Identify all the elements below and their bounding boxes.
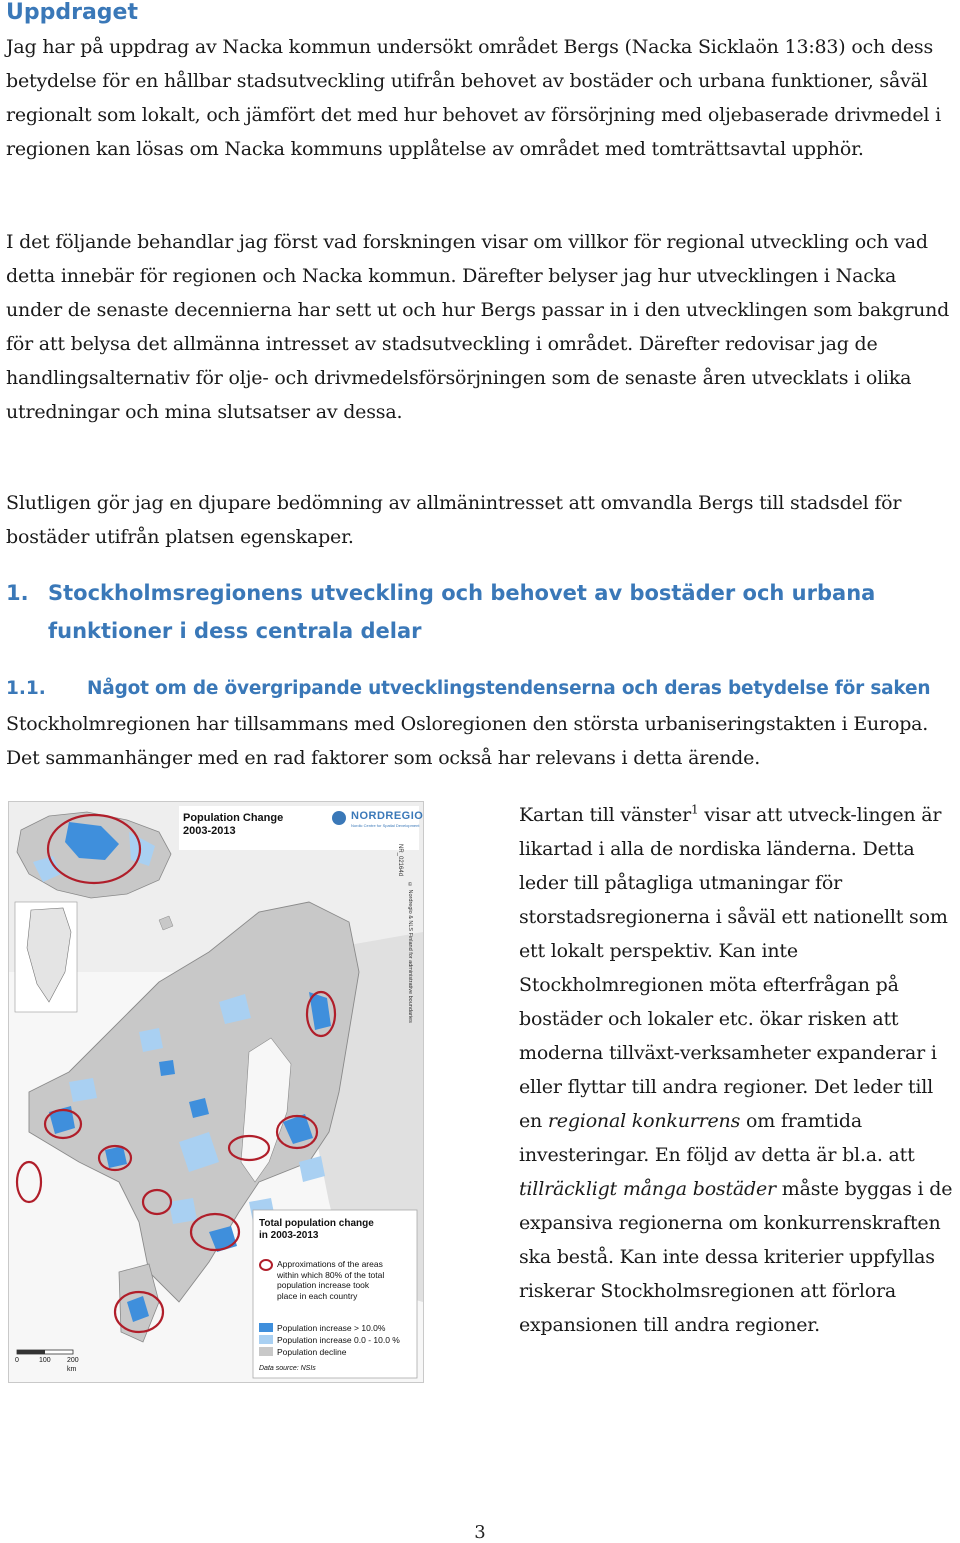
section-1-1-paragraph: Stockholmregionen har tillsammans med Osloregionen den största urbaniseringstakten i Europa. Det sammanhänger med en rad faktorer som också har relevans i detta ärende.	[6, 713, 929, 769]
side-text-emphasis-1: regional konkurrens	[547, 1110, 741, 1132]
legend-item-increase-low: Population increase 0.0 - 10.0 %	[277, 1335, 400, 1345]
paragraph-3: Slutligen gör jag en djupare bedömning av allmänintresset att omvandla Bergs till stadsdel för bostäder utifrån platsen egenskaper.	[6, 492, 902, 548]
legend-item-decline: Population decline	[277, 1347, 347, 1357]
section-1-1-number: 1.1.	[6, 678, 46, 699]
population-change-map	[8, 801, 424, 1383]
legend-circle-line-2: within which 80% of the total	[277, 1269, 385, 1280]
nordregio-logo: NORDREGIO	[351, 810, 424, 822]
nordregio-logo-icon	[332, 811, 346, 825]
greenland-inset	[15, 902, 77, 1012]
page-heading: Uppdraget	[6, 0, 138, 25]
section-1-title-line-2: funktioner i dess centrala delar	[48, 619, 422, 643]
legend-circle-line-4: place in each country	[277, 1290, 358, 1301]
side-text-part-4: måste byggas i de expansiva regionerna om konkurrenskraften ska bestå. Kan inte dessa kriterier uppfyllas riskerar Stockholmsregionen att förlora expansionen till andra regioner.	[519, 1178, 953, 1336]
nordregio-logo-subtitle: Nordic Centre for Spatial Development	[351, 823, 420, 828]
page-number: 3	[474, 1522, 486, 1543]
side-text-part-3: om framtida investeringar. En följd av detta är bl.a. att	[519, 1110, 915, 1166]
legend-circle-line-1: Approximations of the areas	[277, 1259, 383, 1269]
map-id: NR_02164d	[397, 844, 403, 877]
map-side-text	[519, 798, 957, 1342]
section-1-1-title: Något om de övergripande utvecklingstendenserna och deras betydelse för saken	[87, 678, 931, 699]
legend-title-line-1: Total population change	[259, 1218, 374, 1229]
paragraph-2: I det följande behandlar jag först vad forskningen visar om villkor för regional utveckling och vad detta innebär för regionen och Nacka kommun. Därefter belyser jag hur utvecklingen i Nacka under de senaste decennierna har sett ut och hur Bergs passar in i den utvecklingen som bakgrund för att belysa det allmänna intresset av stadsutveckling i området. Därefter redovisar jag de handlingsalternativ för olje- och drivmedelsförsörjningen som de senaste åren utvecklats i olika utredningar och mina slutsatser av dessa.	[6, 231, 950, 423]
legend-item-increase-high: Population increase > 10.0%	[277, 1323, 386, 1333]
map-copyright: © Nordregio & NLS Finland for administrative boundaries	[407, 882, 413, 1023]
side-text-emphasis-2: tillräckligt många bostäder	[519, 1178, 776, 1200]
legend-circle-line-3: population increase took	[277, 1280, 370, 1290]
legend-title-line-2: in 2003-2013	[259, 1230, 319, 1241]
scale-label-0: 0	[15, 1357, 19, 1364]
section-1-title-line-1: Stockholmsregionens utveckling och behovet av bostäder och urbana	[48, 581, 876, 605]
map-title-line-1: Population Change	[183, 812, 284, 824]
scale-label-200: 200	[67, 1357, 79, 1364]
footnote-reference[interactable]: 1	[690, 802, 699, 817]
map-data-source: Data source: NSIs	[259, 1365, 316, 1372]
side-text-part-2: visar att utveck-lingen är likartad i alla de nordiska länderna. Detta leder till påtagliga utmaningar för storstadsregionerna i såväl ett nationellt som ett lokalt perspektiv. Kan inte Stockholmregionen möta efterfrågan på bostäder och lokaler etc. ökar risken att moderna tillväxt-verksamheter expanderar i eller flyttar till andra regioner. Det leder till en	[519, 804, 948, 1132]
side-text-part-1: Kartan till vänster	[519, 804, 691, 826]
scale-unit: km	[67, 1366, 77, 1373]
map-title-line-2: 2003-2013	[183, 825, 236, 837]
paragraph-1: Jag har på uppdrag av Nacka kommun undersökt området Bergs (Nacka Sicklaön 13:83) och dess betydelse för en hållbar stadsutveckling utifrån behovet av bostäder och urbana funktioner, såväl regionalt som lokalt, och jämfört det med hur behovet av försörjning med oljebaserade drivmedel i regionen kan lösas om Nacka kommuns upplåtelse av området med tomträttsavtal upphör.	[6, 36, 941, 160]
scale-bar	[17, 1350, 73, 1354]
scale-label-100: 100	[39, 1357, 51, 1364]
section-1-number: 1.	[6, 581, 29, 605]
